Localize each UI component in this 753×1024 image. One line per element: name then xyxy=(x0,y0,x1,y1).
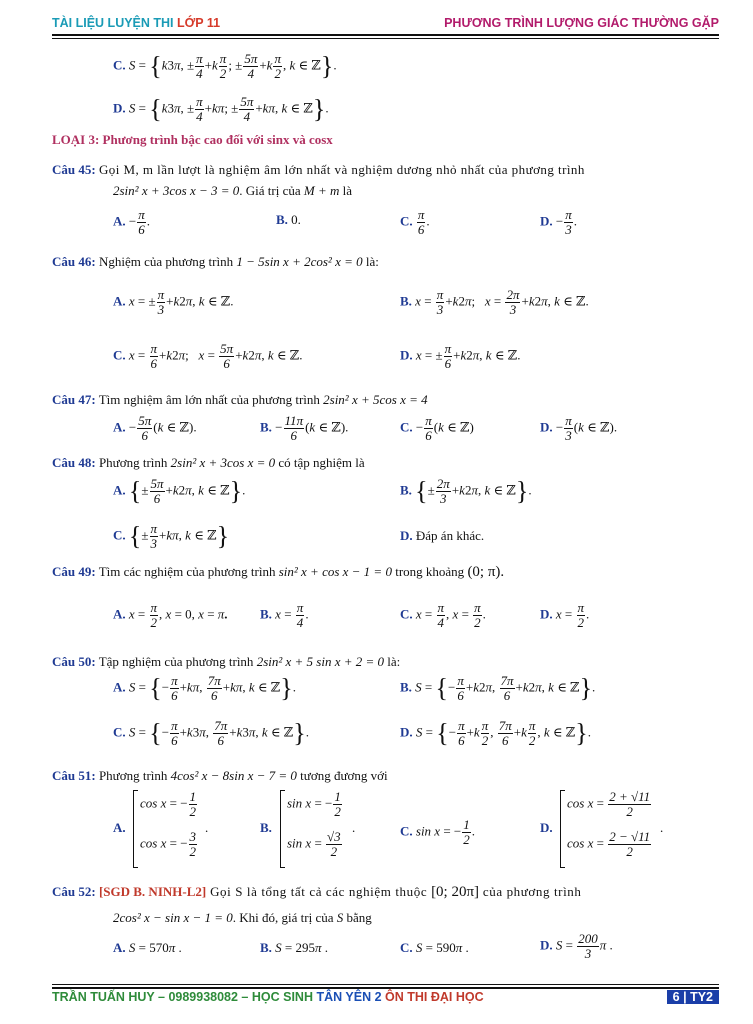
footer-exam: ÔN THI ĐẠI HỌC xyxy=(381,990,484,1004)
q48-option-b: B. {± $\frac{2\pi}{3}$ +k2π, k ∈ ℤ}. xyxy=(400,476,532,506)
q51-a-line2: cos x = − $\frac{3}{2}$ xyxy=(140,829,197,859)
fraction: $\frac{\pi}{4}$ xyxy=(196,51,203,81)
q47-option-d: D. − $\frac{\pi}{3}$ (k ∈ ℤ). xyxy=(540,413,618,443)
q48-equation: 2sin² x + 3cos x = 0 xyxy=(170,455,276,470)
q47-option-b: B. − $\frac{11\pi}{6}$ (k ∈ ℤ). xyxy=(260,413,349,443)
question-label: Câu 48: xyxy=(52,455,96,470)
header-topic: PHƯƠNG TRÌNH LƯỢNG GIÁC THƯỜNG GẶP xyxy=(444,16,719,30)
q52-text-end: bằng xyxy=(343,910,372,925)
q45-stem-text: Gọi M, m lần lượt là nghiệm âm lớn nhất và nghiệm dương nhỏ nhất của phương trình xyxy=(98,162,585,177)
q51-a-bracket xyxy=(133,790,138,868)
q51-a-line1: cos x = − $\frac{1}{2}$ xyxy=(140,789,197,819)
fraction: $\frac{5\pi}{4}$ xyxy=(244,51,258,81)
q51-b-line2: sin x = $\frac{√3}{2}$ xyxy=(287,829,341,859)
q48-option-a: A. {± $\frac{5\pi}{6}$ +k2π, k ∈ ℤ}. xyxy=(113,476,246,506)
q48-text: Phương trình xyxy=(98,455,171,470)
q49-equation: sin² x + cos x − 1 = 0 xyxy=(278,564,392,579)
q51-a-dot: . xyxy=(205,820,209,835)
q50-option-d: D. S = {− $\frac{\pi}{6}$ +k $\frac{\pi}{2}$ , $\frac{7\pi}{6}$ +k $\frac{\pi}{2}$ , k ∈ ℤ}. xyxy=(400,718,592,748)
q50-equation: 2sin² x + 5 sin x + 2 = 0 xyxy=(256,654,385,669)
q52-stem-2 xyxy=(113,910,372,926)
q45-text: . Giá trị của xyxy=(239,183,304,198)
q44-option-d: D. S = {k3π, ± $\frac{\pi}{4}$ +kπ; ± $\frac{5\pi}{4}$ +kπ, k ∈ ℤ}. xyxy=(113,94,329,124)
q45-expr: M + m xyxy=(303,183,340,198)
q48-text-end: có tập nghiệm là xyxy=(275,455,365,470)
q46-option-d: D. x = ± $\frac{\pi}{6}$ +k2π, k ∈ ℤ. xyxy=(400,341,521,371)
option-label: D. xyxy=(113,100,126,116)
q48-option-c: C. {± $\frac{\pi}{3}$ +kπ, k ∈ ℤ} xyxy=(113,521,230,551)
q45-option-d: D. − $\frac{\pi}{3}$ . xyxy=(540,207,577,237)
header-left-text: TÀI LIỆU LUYỆN THI xyxy=(52,16,177,30)
q48-option-d xyxy=(400,528,484,544)
q46-text-end: là: xyxy=(362,254,379,269)
footer-school: TÂN YÊN 2 xyxy=(316,990,382,1004)
q50-option-c: C. S = {− $\frac{\pi}{6}$ +k3π, $\frac{7\pi}{6}$ +k3π, k ∈ ℤ}. xyxy=(113,718,310,748)
q51-option-b-label: B. xyxy=(260,820,272,835)
question-label: Câu 49: xyxy=(52,564,96,579)
q52-option-d: D. S = $\frac{200}{3}$ π . xyxy=(540,931,613,961)
header-rule-thin xyxy=(52,38,719,39)
q45-stem-2 xyxy=(113,183,352,199)
q50-text: Tập nghiệm của phương trình xyxy=(98,654,257,669)
page-number: 6 | TY2 xyxy=(667,990,719,1004)
q47-option-c: C. − $\frac{\pi}{6}$ (k ∈ ℤ) xyxy=(400,413,474,443)
q50-option-b: B. S = {− $\frac{\pi}{6}$ +k2π, $\frac{7\pi}{6}$ +k2π, k ∈ ℤ}. xyxy=(400,673,596,703)
q51-option-a-label: A. xyxy=(113,820,126,835)
question-label: Câu 50: xyxy=(52,654,96,669)
q46-stem xyxy=(52,254,379,270)
footer-author-text: TRẦN TUẤN HUY – 0989938082 – HỌC SINH xyxy=(52,990,317,1004)
q52-option-b: B. S = 295π . xyxy=(260,940,329,955)
q48-stem xyxy=(52,455,365,471)
q47-stem xyxy=(52,392,428,408)
q52-source-tag: [SGD B. NINH-L2] xyxy=(98,884,207,899)
q49-text-mid: trong khoảng xyxy=(391,564,468,579)
page-footer xyxy=(52,990,719,1010)
q49-option-b: B. x = $\frac{\pi}{4}$ . xyxy=(260,600,309,630)
q49-option-d: D. x = $\frac{\pi}{2}$ . xyxy=(540,600,590,630)
q45-option-a: A. − $\frac{\pi}{6}$ . xyxy=(113,207,150,237)
q47-option-a: A. − $\frac{5\pi}{6}$ (k ∈ ℤ). xyxy=(113,413,197,443)
q52-option-c: C. S = 590π . xyxy=(400,940,469,955)
q45-text-end: là xyxy=(339,183,353,198)
q47-equation: 2sin² x + 5cos x = 4 xyxy=(323,392,428,407)
q52-stem xyxy=(52,884,582,901)
question-label: Câu 46: xyxy=(52,254,96,269)
q51-d-line2: cos x = $\frac{2 - √11}{2}$ xyxy=(567,829,651,859)
question-label: Câu 47: xyxy=(52,392,96,407)
header-grade: LỚP 11 xyxy=(177,16,221,30)
q51-d-bracket xyxy=(560,790,565,868)
q50-option-a: A. S = {− $\frac{\pi}{6}$ +kπ, $\frac{7\pi}{6}$ +kπ, k ∈ ℤ}. xyxy=(113,673,297,703)
section-title: LOẠI 3: Phương trình bậc cao đối với sinx và cosx xyxy=(52,132,333,147)
header-rule xyxy=(52,34,719,36)
q51-d-dot: . xyxy=(660,820,664,835)
q51-b-bracket xyxy=(280,790,285,868)
q46-option-a: A. x = ± $\frac{\pi}{3}$ +k2π, k ∈ ℤ. xyxy=(113,287,234,317)
q47-text: Tìm nghiệm âm lớn nhất của phương trình xyxy=(98,392,324,407)
footer-rule xyxy=(52,987,719,989)
q45-option-b: B. 0. xyxy=(276,212,301,227)
question-label: Câu 45: xyxy=(52,162,96,177)
q49-text: Tìm các nghiệm của phương trình xyxy=(98,564,279,579)
q52-interval: [0; 20π] xyxy=(431,884,480,900)
footer-rule-thin xyxy=(52,984,719,985)
q52-equation: 2cos² x − sin x − 1 = 0 xyxy=(113,910,233,925)
q50-stem xyxy=(52,654,400,670)
q51-b-line1: sin x = − $\frac{1}{2}$ xyxy=(287,789,341,819)
fraction: $\frac{5\pi}{4}$ xyxy=(240,94,254,124)
q45-stem xyxy=(52,162,585,178)
header-left xyxy=(52,16,220,30)
q52-text-b: của phương trình xyxy=(479,884,582,899)
q52-text-2: . Khi đó, giá trị của xyxy=(232,910,337,925)
q46-text: Nghiệm của phương trình xyxy=(98,254,237,269)
q51-b-dot: . xyxy=(352,820,356,835)
q48-option-d-text: Đáp án khác. xyxy=(415,528,485,543)
option-label: C. xyxy=(113,57,126,73)
q51-text-end: tương đương với xyxy=(296,768,388,783)
q51-d-line1: cos x = $\frac{2 + √11}{2}$ xyxy=(567,789,651,819)
q44-option-c: C. S = {k3π, ± $\frac{\pi}{4}$ +k $\frac{\pi}{2}$ ; ± $\frac{5\pi}{4}$ +k $\frac{\pi}{2}$ , k ∈ ℤ}. xyxy=(113,51,337,81)
q45-option-c: C. $\frac{\pi}{6}$ . xyxy=(400,207,430,237)
q46-equation: 1 − 5sin x + 2cos² x = 0 xyxy=(236,254,363,269)
q52-text: Gọi S là tổng tất cả các nghiệm thuộc xyxy=(206,884,432,899)
question-label: Câu 51: xyxy=(52,768,96,783)
q46-option-b: B. x = $\frac{\pi}{3}$ +k2π; x = $\frac{2\pi}{3}$ +k2π, k ∈ ℤ. xyxy=(400,287,589,317)
fraction: $\frac{\pi}{2}$ xyxy=(219,51,227,81)
fraction: $\frac{\pi}{4}$ xyxy=(196,94,203,124)
fraction: $\frac{\pi}{2}$ xyxy=(274,51,281,81)
q51-stem xyxy=(52,768,388,784)
q52-var: S xyxy=(336,910,344,925)
footer-author xyxy=(52,990,484,1004)
q49-interval: (0; π). xyxy=(467,564,505,580)
q52-option-a: A. S = 570π . xyxy=(113,940,182,955)
q49-option-c: C. x = $\frac{\pi}{4}$ , x = $\frac{\pi}{2}$ . xyxy=(400,600,486,630)
q49-option-a: A. x = $\frac{\pi}{2}$ , x = 0, x = π. xyxy=(113,600,228,630)
q51-option-d-label: D. xyxy=(540,820,553,835)
option-label: D. xyxy=(400,528,413,543)
q49-stem xyxy=(52,564,504,581)
q50-text-end: là: xyxy=(384,654,401,669)
q45-equation: 2sin² x + 3cos x − 3 = 0 xyxy=(113,183,240,198)
question-label: Câu 52: xyxy=(52,884,96,899)
q46-option-c: C. x = $\frac{\pi}{6}$ +k2π; x = $\frac{5\pi}{6}$ +k2π, k ∈ ℤ. xyxy=(113,341,303,371)
q51-equation: 4cos² x − 8sin x − 7 = 0 xyxy=(170,768,297,783)
page-header xyxy=(52,14,719,34)
q51-text: Phương trình xyxy=(98,768,171,783)
q51-option-c: C. sin x = − $\frac{1}{2}$ . xyxy=(400,817,476,847)
